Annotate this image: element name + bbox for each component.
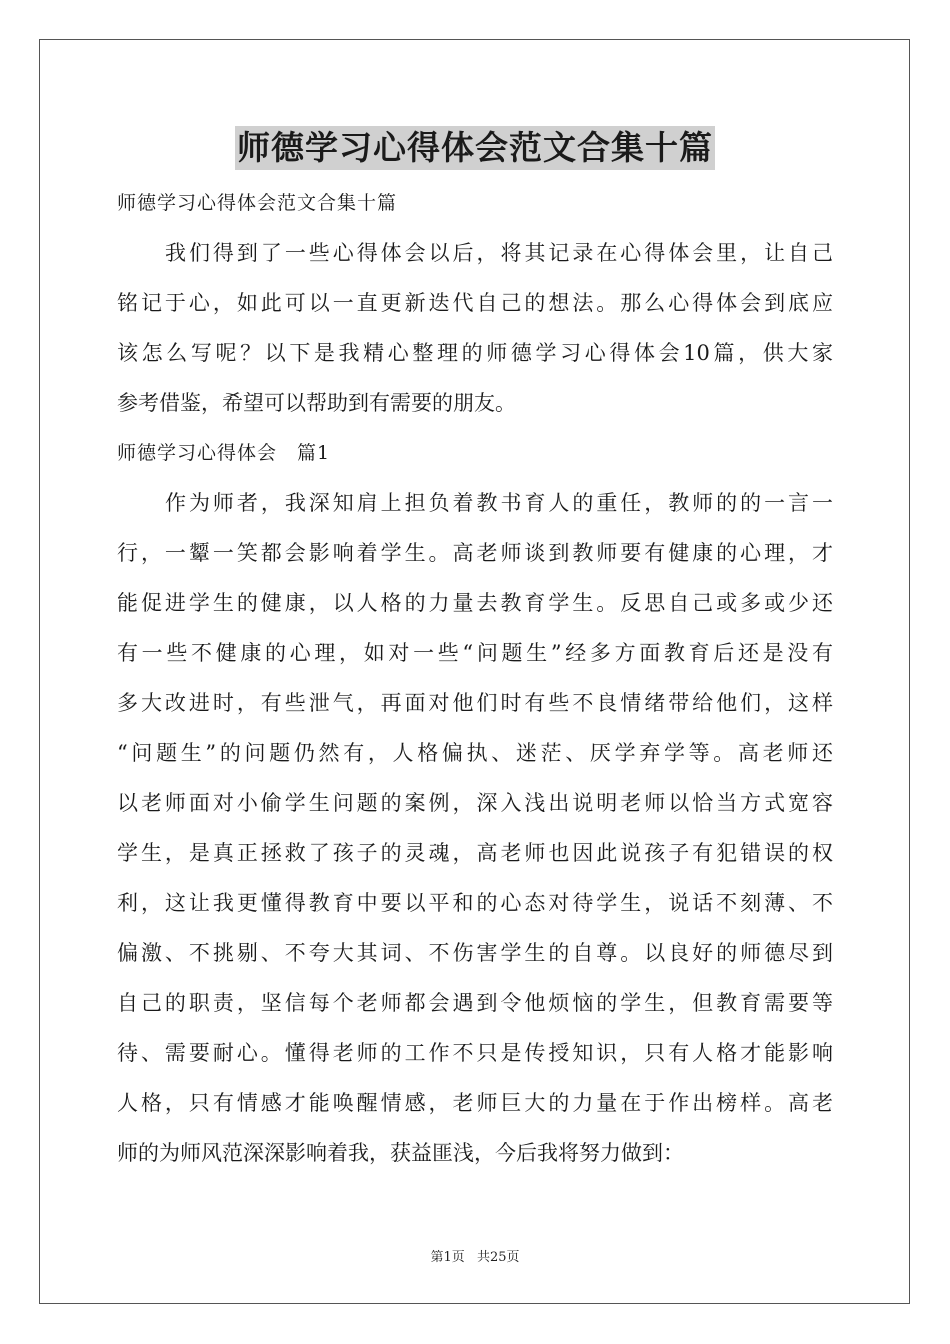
body-line: 偏激、不挑剔、不夸大其词、不伤害学生的自尊。以良好的师德尽到 (117, 941, 833, 965)
body-line: 多大改进时，有些泄气，再面对他们时有些不良情绪带给他们，这样 (117, 691, 833, 715)
body-line: 以老师面对小偷学生问题的案例，深入浅出说明老师以恰当方式宽容 (117, 791, 833, 815)
document-body (117, 178, 833, 1178)
intro-line: 参考借鉴，希望可以帮助到有需要的朋友。 (117, 391, 516, 415)
document-subtitle: 师德学习心得体会范文合集十篇 (117, 192, 398, 214)
body-line: 行，一颦一笑都会影响着学生。高老师谈到教师要有健康的心理，才 (117, 541, 833, 565)
section-heading: 师德学习心得体会 篇1 (117, 442, 331, 464)
intro-line: 铭记于心，如此可以一直更新迭代自己的想法。那么心得体会到底应 (117, 291, 833, 315)
body-line: “问题生”的问题仍然有，人格偏执、迷茫、厌学弃学等。高老师还 (117, 741, 833, 765)
page-number: 第1页 (430, 1250, 465, 1265)
body-line: 待、需要耐心。懂得老师的工作不只是传授知识，只有人格才能影响 (117, 1041, 833, 1065)
page-footer (0, 1246, 950, 1265)
body-line: 师的为师风范深深影响着我，获益匪浅，今后我将努力做到： (117, 1141, 684, 1165)
intro-line: 该怎么写呢？以下是我精心整理的师德学习心得体会10篇，供大家 (117, 341, 833, 365)
body-line: 人格，只有情感才能唤醒情感，老师巨大的力量在于作出榜样。高老 (117, 1091, 833, 1115)
intro-line: 我们得到了一些心得体会以后，将其记录在心得体会里，让自己 (165, 241, 833, 265)
title-container (0, 126, 950, 170)
body-line: 利，这让我更懂得教育中要以平和的心态对待学生，说话不刻薄、不 (117, 891, 833, 915)
body-line: 作为师者，我深知肩上担负着教书育人的重任，教师的的一言一 (165, 491, 833, 515)
body-line: 有一些不健康的心理，如对一些“问题生”经多方面教育后还是没有 (117, 641, 833, 665)
body-line: 学生，是真正拯救了孩子的灵魂，高老师也因此说孩子有犯错误的权 (117, 841, 833, 865)
document-title: 师德学习心得体会范文合集十篇 (235, 126, 715, 170)
body-line: 能促进学生的健康，以人格的力量去教育学生。反思自己或多或少还 (117, 591, 833, 615)
page-total: 共25页 (476, 1250, 520, 1265)
body-line: 自己的职责，坚信每个老师都会遇到令他烦恼的学生，但教育需要等 (117, 991, 833, 1015)
